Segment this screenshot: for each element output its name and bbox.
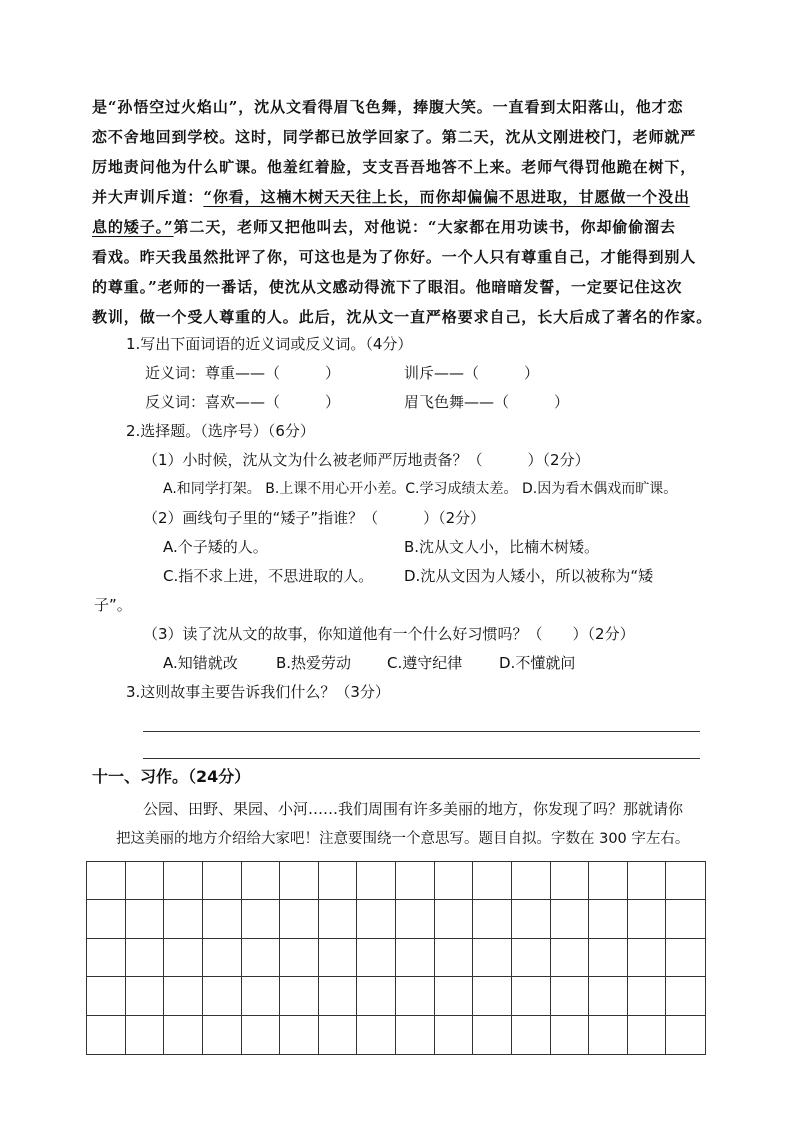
q1-title: 1.写出下面词语的近义词或反义词。（4分） <box>126 335 413 353</box>
grid-cell[interactable] <box>473 977 512 1015</box>
q2-sub2-question[interactable]: （2）画线句子里的“矮子”指谁？（ ）（2分） <box>143 509 486 527</box>
q2-sub3-option-b: B.热爱劳动 <box>276 654 352 672</box>
passage-line-6: 看戏。昨天我虽然批评了你，可这也是为了你好。一个人只有尊重自己，才能得到别人 <box>92 248 697 266</box>
grid-cell[interactable] <box>242 939 281 977</box>
q2-sub2-option-d: D.沈从文因为人矮小，所以被称为“矮 <box>404 567 654 585</box>
grid-cell[interactable] <box>87 900 126 938</box>
grid-cell[interactable] <box>473 1016 512 1054</box>
q1-synonym-1[interactable]: 近义词：尊重——（ ） <box>145 364 341 382</box>
grid-cell[interactable] <box>319 939 358 977</box>
grid-cell[interactable] <box>357 862 396 900</box>
grid-cell[interactable] <box>126 977 165 1015</box>
grid-cell[interactable] <box>87 862 126 900</box>
grid-cell[interactable] <box>357 977 396 1015</box>
grid-cell[interactable] <box>242 1016 281 1054</box>
q1-synonym-2[interactable]: 训斥——（ ） <box>404 364 540 382</box>
grid-cell[interactable] <box>280 862 319 900</box>
q2-sub3-option-c: C.遵守纪律 <box>387 654 463 672</box>
grid-cell[interactable] <box>551 939 590 977</box>
grid-cell[interactable] <box>628 900 667 938</box>
grid-cell[interactable] <box>203 862 242 900</box>
grid-cell[interactable] <box>87 1016 126 1054</box>
passage-line-4 <box>92 182 702 212</box>
grid-cell[interactable] <box>319 900 358 938</box>
composition-prompt-line-2: 把这美丽的地方介绍给大家吧！注意要围绕一个意思写。题目自拟。字数在 300 字左右。 <box>116 831 690 847</box>
grid-cell[interactable] <box>126 939 165 977</box>
underlined-sentence-part-2: 息的矮子。” <box>92 218 174 236</box>
passage-line-5 <box>92 212 702 242</box>
grid-cell[interactable] <box>203 900 242 938</box>
grid-cell[interactable] <box>512 900 551 938</box>
grid-cell[interactable] <box>319 1016 358 1054</box>
section-11-title: 十一、习作。（24分） <box>92 767 251 786</box>
grid-cell[interactable] <box>512 939 551 977</box>
q2-sub3-option-a: A.知错就改 <box>163 654 238 672</box>
q2-sub2-option-a: A.个子矮的人。 <box>163 538 268 556</box>
grid-cell[interactable] <box>551 977 590 1015</box>
grid-cell[interactable] <box>87 977 126 1015</box>
grid-cell[interactable] <box>357 900 396 938</box>
grid-cell[interactable] <box>242 977 281 1015</box>
passage-line-4-start: 并大声训斥道： <box>92 188 204 206</box>
grid-cell[interactable] <box>126 862 165 900</box>
grid-cell[interactable] <box>242 900 281 938</box>
reading-passage <box>92 92 713 332</box>
grid-cell[interactable] <box>473 900 512 938</box>
q2-sub2-option-d-cont: 子”。 <box>94 596 132 614</box>
grid-cell[interactable] <box>435 977 474 1015</box>
grid-cell[interactable] <box>396 862 435 900</box>
grid-cell[interactable] <box>512 862 551 900</box>
grid-cell[interactable] <box>203 939 242 977</box>
grid-cell[interactable] <box>164 900 203 938</box>
q2-sub3-question[interactable]: （3）读了沈从文的故事，你知道他有一个什么好习惯吗？（ ）（2分） <box>143 625 635 643</box>
grid-cell[interactable] <box>666 1016 705 1054</box>
grid-cell[interactable] <box>628 1016 667 1054</box>
grid-cell[interactable] <box>435 1016 474 1054</box>
grid-cell[interactable] <box>164 977 203 1015</box>
q2-title: 2.选择题。（选序号）（6分） <box>126 422 315 440</box>
grid-cell[interactable] <box>203 1016 242 1054</box>
grid-cell[interactable] <box>473 862 512 900</box>
underlined-sentence-part-1: “你看，这楠木树天天往上长，而你却偏偏不思进取，甘愿做一个没出 <box>203 188 690 206</box>
grid-cell[interactable] <box>319 862 358 900</box>
composition-prompt-line-1: 公园、田野、果园、小河……我们周围有许多美丽的地方，你发现了吗？那就请你 <box>143 800 684 818</box>
q2-sub3-option-d: D.不懂就问 <box>499 654 576 672</box>
grid-cell[interactable] <box>512 1016 551 1054</box>
grid-cell[interactable] <box>628 862 667 900</box>
grid-cell[interactable] <box>666 862 705 900</box>
q2-sub1-question[interactable]: （1）小时候，沈从文为什么被老师严厉地责备？（ ）（2分） <box>143 451 590 469</box>
passage-line-1: 是“孙悟空过火焰山”，沈从文看得眉飞色舞，捧腹大笑。一直看到太阳落山，他才恋 <box>92 98 684 116</box>
grid-cell[interactable] <box>589 1016 628 1054</box>
grid-cell[interactable] <box>280 1016 319 1054</box>
q1-antonym-2[interactable]: 眉飞色舞——（ ） <box>404 393 570 411</box>
grid-cell[interactable] <box>551 862 590 900</box>
passage-line-2: 恋不舍地回到学校。这时，同学都已放学回家了。第二天，沈从文刚进校门，老师就严 <box>92 128 697 146</box>
grid-cell[interactable] <box>126 1016 165 1054</box>
grid-cell[interactable] <box>666 900 705 938</box>
answer-line-2[interactable] <box>143 758 700 759</box>
grid-cell[interactable] <box>203 977 242 1015</box>
grid-cell[interactable] <box>512 977 551 1015</box>
grid-cell[interactable] <box>589 862 628 900</box>
grid-cell[interactable] <box>126 900 165 938</box>
grid-cell[interactable] <box>628 977 667 1015</box>
passage-line-7: 的尊重。”老师的一番话，使沈从文感动得流下了眼泪。他暗暗发誓，一定要记住这次 <box>92 278 683 296</box>
grid-cell[interactable] <box>164 939 203 977</box>
grid-cell[interactable] <box>473 939 512 977</box>
passage-line-3: 厉地责问他为什么旷课。他羞红着脸，支支吾吾地答不上来。老师气得罚他跪在树下， <box>92 158 697 176</box>
grid-cell[interactable] <box>435 862 474 900</box>
q2-sub2-option-c: C.指不求上进，不思进取的人。 <box>163 567 374 585</box>
grid-cell[interactable] <box>396 1016 435 1054</box>
grid-cell[interactable] <box>396 939 435 977</box>
grid-cell[interactable] <box>87 939 126 977</box>
grid-cell[interactable] <box>589 977 628 1015</box>
grid-cell[interactable] <box>164 862 203 900</box>
writing-grid[interactable] <box>86 861 706 1055</box>
grid-cell[interactable] <box>666 977 705 1015</box>
grid-cell[interactable] <box>242 862 281 900</box>
grid-cell[interactable] <box>551 900 590 938</box>
grid-cell[interactable] <box>435 900 474 938</box>
q1-antonym-1[interactable]: 反义词：喜欢——（ ） <box>145 393 341 411</box>
grid-cell[interactable] <box>319 977 358 1015</box>
q2-sub2-option-b: B.沈从文人小，比楠木树矮。 <box>404 538 600 556</box>
grid-cell[interactable] <box>280 900 319 938</box>
q2-sub1-options: A.和同学打架。 B.上课不用心开小差。C.学习成绩太差。 D.因为看木偶戏而旷课。 <box>163 481 678 497</box>
grid-cell[interactable] <box>280 939 319 977</box>
grid-cell[interactable] <box>589 900 628 938</box>
grid-cell[interactable] <box>628 939 667 977</box>
answer-line-1[interactable] <box>143 731 700 732</box>
grid-cell[interactable] <box>396 977 435 1015</box>
grid-cell[interactable] <box>396 900 435 938</box>
passage-line-8: 教训，做一个受人尊重的人。此后，沈从文一直严格要求自己，长大后成了著名的作家。 <box>92 308 713 326</box>
grid-cell[interactable] <box>551 1016 590 1054</box>
grid-cell[interactable] <box>435 939 474 977</box>
grid-cell[interactable] <box>666 939 705 977</box>
q3-title: 3.这则故事主要告诉我们什么？（3分） <box>126 683 390 701</box>
grid-cell[interactable] <box>357 1016 396 1054</box>
passage-line-5-rest: 第二天，老师又把他叫去，对他说：“大家都在用功读书，你却偷偷溜去 <box>173 218 676 236</box>
grid-cell[interactable] <box>164 1016 203 1054</box>
grid-cell[interactable] <box>280 977 319 1015</box>
grid-cell[interactable] <box>589 939 628 977</box>
grid-cell[interactable] <box>357 939 396 977</box>
